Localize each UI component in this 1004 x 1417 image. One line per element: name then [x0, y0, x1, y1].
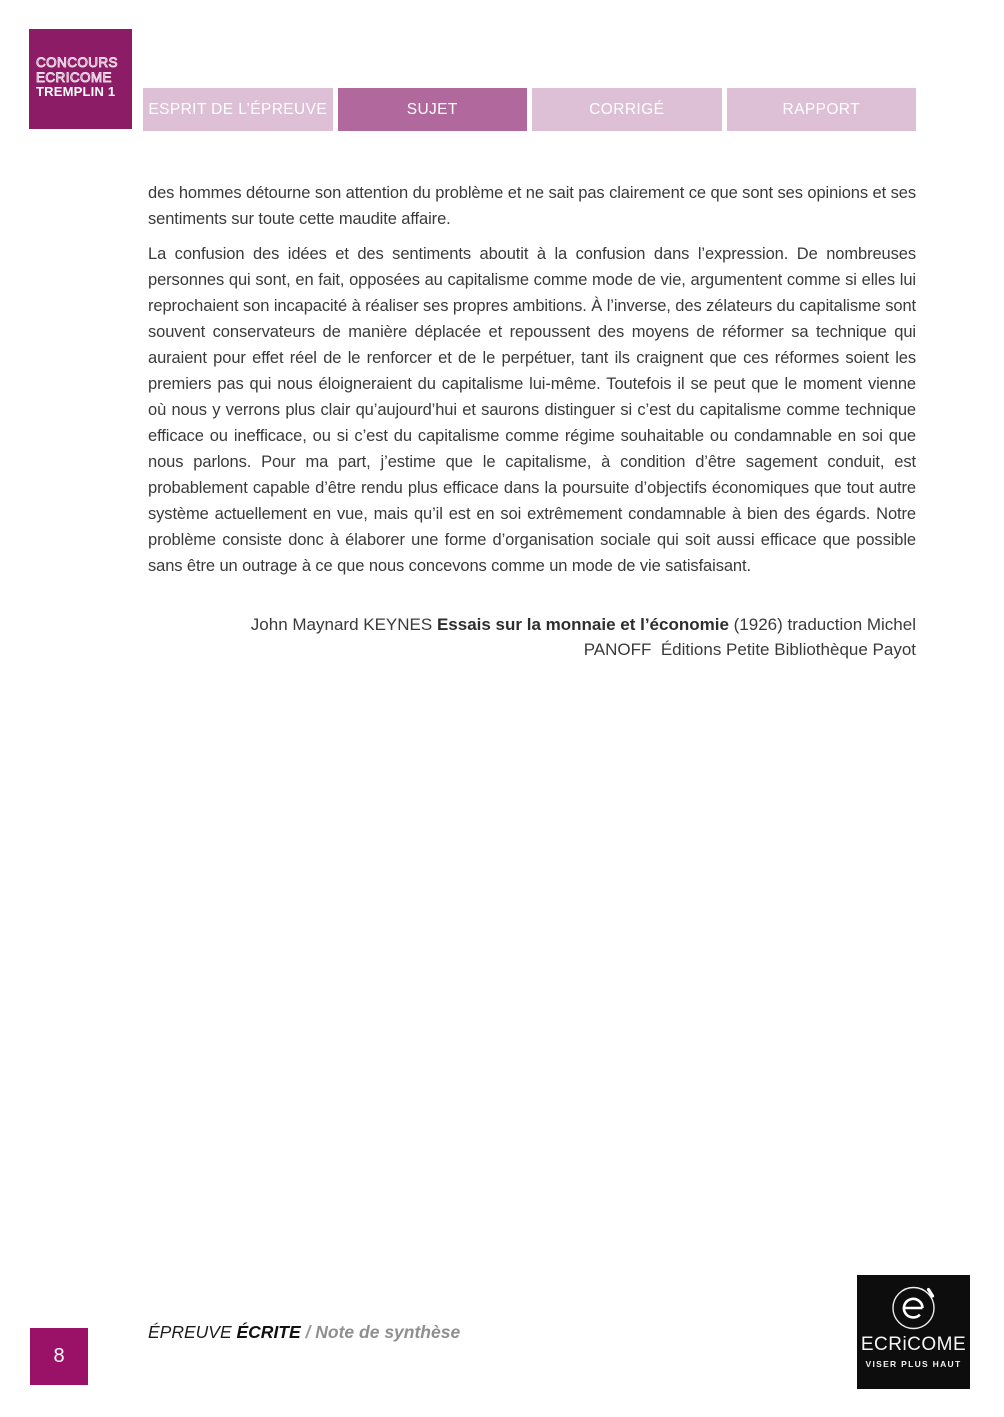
citation-author: John Maynard KEYNES — [250, 615, 437, 634]
footer-ecrite: ÉCRITE — [236, 1322, 301, 1342]
section-tabs — [143, 88, 916, 131]
ecricome-logo-name: ECRiCOME — [860, 1334, 967, 1355]
source-citation — [148, 612, 916, 662]
footer-separator: / — [300, 1322, 316, 1342]
citation-line-1 — [148, 612, 916, 637]
brand-line-concours: CONCOURS — [36, 55, 118, 70]
brand-line-tremplin1: TREMPLIN 1 — [36, 84, 116, 99]
brand-line-ecricome: ECRICOME — [36, 69, 112, 85]
footer-epreuve-line — [148, 1322, 460, 1343]
page-number-badge — [30, 1328, 88, 1385]
subject-text-block — [148, 180, 916, 588]
citation-line-2: PANOFF Éditions Petite Bibliothèque Payot — [583, 640, 916, 659]
text-paragraph: La confusion des idées et des sentiments aboutit à la confusion dans l’expression. De nombreuses personnes qui sont, en fait, opposées au capitalisme comme mode de vie, argumentent comme si elles lui reprochaient son incapacité à réaliser ses propres ambitions. À l’inverse, des zélateurs du capitalisme sont souvent conservateurs de manière déplacée et repoussent des moyens de réformer sa technique qui auraient pour effet réel de le renforcer et de le perpétuer, tant ils craignent que ces réformes soient les premiers pas qui nous éloigneraient du capitalisme lui-même. Toutefois il se peut que le moment vienne où nous y verrons plus clair qu’aujourd’hui et saurons distinguer si c’est du capitalisme comme technique efficace ou inefficace, ou si c’est du capitalisme comme régime souhaitable ou condamnable en soi que nous parlons. Pour ma part, j’estime que le capitalisme, à condition d’être sagement conduit, est probablement capable d’être rendu plus efficace dans la poursuite d’objectifs économiques que tout autre système actuellement en vue, mais qu’il est en soi extrêmement condamnable à bien des égards. Notre problème consiste donc à élaborer une forme d’organisation sociale qui soit aussi efficace que possible sans être un outrage à ce que nous concevons comme un mode de vie satisfaisant. — [148, 245, 916, 575]
page-number: 8 — [53, 1345, 65, 1367]
ecricome-logo-tagline: VISER PLUS HAUT — [865, 1359, 962, 1369]
citation-year-translator: (1926) traduction Michel — [728, 615, 916, 634]
text-paragraph: des hommes détourne son attention du problème et ne sait pas clairement ce que sont ses opinions et ses sentiments sur toute cette maudite affaire. — [148, 184, 916, 228]
ecricome-logo — [857, 1275, 970, 1389]
tab-sujet[interactable]: SUJET — [338, 88, 528, 131]
citation-work-title: Essais sur la monnaie et l’économie — [436, 615, 729, 634]
footer-epreuve: ÉPREUVE — [148, 1322, 237, 1342]
tab-rapport[interactable]: RAPPORT — [727, 88, 917, 131]
tab-esprit-de-lepreuve[interactable]: ESPRIT DE L’ÉPREUVE — [143, 88, 333, 131]
tab-corrige[interactable]: CORRIGÉ — [532, 88, 722, 131]
e-circle-icon — [857, 1278, 970, 1336]
concours-ecricome-brand-box — [29, 29, 132, 129]
footer-subtitle: Note de synthèse — [315, 1322, 461, 1342]
